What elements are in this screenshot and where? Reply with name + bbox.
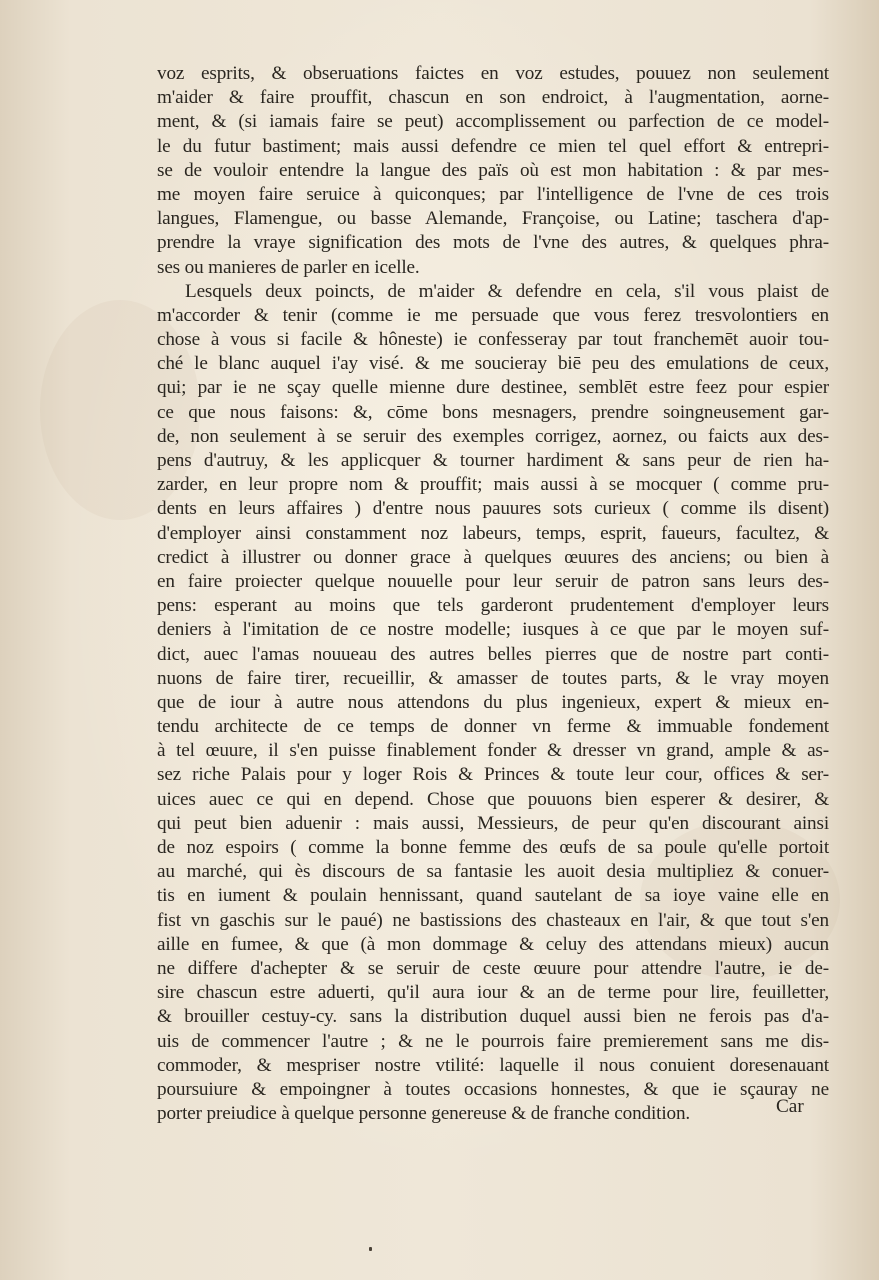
text-line: me moyen faire seruice à quiconques; par l'intelligence de l'vne de ces trois: [157, 183, 829, 205]
text-line: ne differe d'achepter & se seruir de ceste œuure pour attendre l'autre, ie de-: [157, 957, 829, 979]
text-line: au marché, qui ès discours de sa fantasie les auoit desia multipliez & conuer-: [157, 861, 829, 883]
text-line: poursuiure & empoingner à toutes occasions honnestes, & que ie sçauray ne: [157, 1078, 829, 1100]
text-line: porter preiudice à quelque personne genereuse & de franche condition.: [157, 1103, 691, 1125]
text-line: pens: esperant au moins que tels garderont prudentement d'employer leurs: [157, 595, 829, 617]
text-line: qui; par ie ne sçay quelle mienne dure destinee, semblēt estre feez pour espier: [157, 377, 829, 399]
text-line: ment, & (si iamais faire se peut) accomplissement ou parfection de ce model-: [157, 111, 829, 133]
text-line: fist vn gaschis sur le paué) ne bastissions des chasteaux en l'air, & que tout s'en: [157, 909, 829, 931]
text-line: m'aider & faire prouffit, chascun en son endroict, à l'augmentation, aorne-: [157, 87, 829, 109]
text-line: aille en fumee, & que (à mon dommage & celuy des attendans mieux) aucun: [157, 933, 829, 955]
text-line: uices auec ce qui en depend. Chose que pouuons bien esperer & desirer, &: [157, 788, 829, 810]
text-line: nuons de faire tirer, recueillir, & amasser de toutes parts, & le vray moyen: [157, 667, 829, 689]
text-line: le du futur bastiment; mais aussi defendre ce mien tel quel effort & entrepri-: [157, 135, 829, 157]
text-line: qui peut bien aduenir : mais aussi, Messieurs, de peur qu'en discourant ainsi: [157, 812, 829, 834]
text-line: langues, Flamengue, ou basse Alemande, Françoise, ou Latine; taschera d'ap-: [157, 208, 829, 230]
text-line: & brouiller cestuy-cy. sans la distribution duquel aussi bien ne ferois pas d'a-: [157, 1006, 829, 1028]
text-line: pens d'autruy, & les applicquer & tourner hardiment & sans peur de rien ha-: [157, 450, 829, 471]
text-line: ses ou manieres de parler en icelle.: [157, 256, 420, 278]
text-line: de noz espoirs ( comme la bonne femme des œufs de sa poule qu'elle portoit: [157, 837, 829, 858]
text-line: sez riche Palais pour y loger Rois & Princes & toute leur cour, offices & ser-: [157, 764, 829, 786]
text-line: ce que nous faisons: &, cōme bons mesnagers, prendre soingneusement gar-: [157, 401, 829, 423]
text-line: dict, auec l'amas nouueau des autres belles pierres que de nostre part conti-: [157, 643, 829, 665]
text-line: deniers à l'imitation de ce nostre modelle; iusques à ce que par le moyen suf-: [157, 619, 829, 641]
text-line: de, non seulement à se seruir des exemples corrigez, aornez, ou faicts aux des-: [157, 425, 829, 447]
text-line: tis en iument & poulain hennissant, quand sautelant de sa ioye vaine elle en: [157, 885, 829, 907]
text-line: sire chascun estre aduerti, qu'il aura iour & an de terme pour lire, feuilletter,: [157, 982, 829, 1004]
text-line: en faire proiecter quelque nouuelle pour leur seruir de patron sans leurs des-: [157, 570, 829, 592]
ink-speck: [369, 1247, 372, 1251]
text-line: dents en leurs affaires ) d'entre nous pauures sots curieux ( comme ils disent): [157, 498, 829, 520]
body-text: [157, 62, 829, 1126]
text-line: voz esprits, & obseruations faictes en voz estudes, pouuez non seulement: [157, 63, 829, 84]
text-line: uis de commencer l'autre ; & ne le pourrois faire premierement sans me dis-: [157, 1030, 829, 1052]
catchword: Car: [776, 1096, 804, 1117]
text-line: zarder, en leur propre nom & prouffit; mais aussi à se mocquer ( comme pru-: [157, 474, 829, 496]
text-line: commoder, & mespriser nostre vtilité: laquelle il nous conuient doresenauant: [157, 1054, 829, 1076]
text-line: ché le blanc auquel i'ay visé. & me soucieray biē peu des emulations de ceux,: [157, 353, 829, 375]
text-line: tendu architecte de ce temps de donner vn ferme & immuable fondement: [157, 716, 829, 738]
text-line: que de iour à autre nous attendons du plus ingenieux, expert & mieux en-: [157, 691, 829, 713]
text-line: credict à illustrer ou donner grace à quelques œuures des anciens; ou bien à: [157, 546, 829, 568]
text-line: m'accorder & tenir (comme ie me persuade que vous ferez tresvolontiers en: [157, 304, 829, 326]
text-line: d'employer ainsi constamment noz labeurs, temps, esprit, faueurs, facultez, &: [157, 522, 829, 544]
text-line: à tel œuure, il s'en puisse finablement fonder & dresser vn grand, ample & as-: [157, 740, 829, 762]
text-line: prendre la vraye signification des mots de l'vne des autres, & quelques phra-: [157, 232, 829, 254]
text-line: se de vouloir entendre la langue des païs où est mon habitation : & par mes-: [157, 159, 829, 181]
text-line: Lesquels deux poincts, de m'aider & defendre en cela, s'il vous plaist de: [185, 280, 829, 302]
text-line: chose à vous si facile & hôneste) ie confesseray par tout franchemēt auoir tou-: [157, 329, 829, 351]
